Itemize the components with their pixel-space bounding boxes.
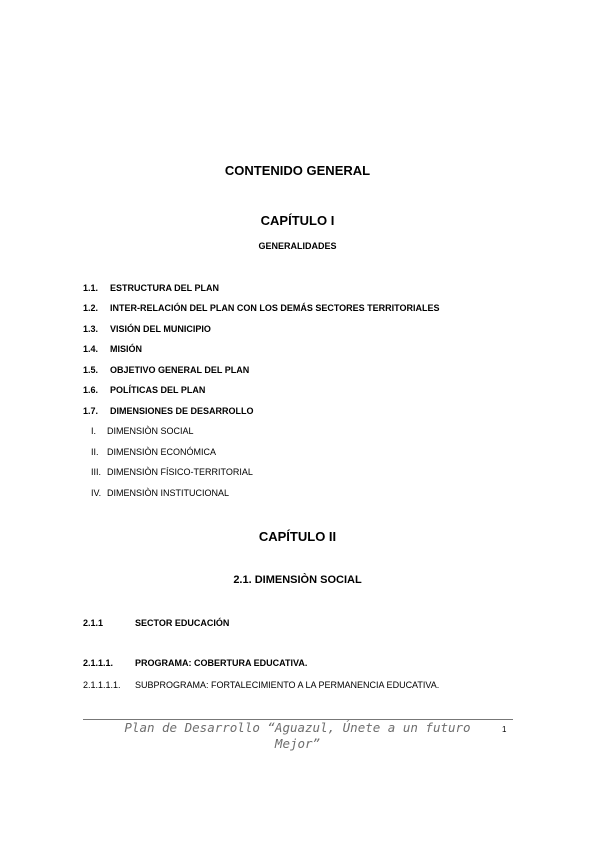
- page-number: 1: [502, 725, 507, 734]
- section-entry: [83, 618, 229, 628]
- toc-item: [83, 365, 249, 375]
- toc-item-number: 1.3.: [83, 324, 99, 334]
- toc-item-number: 1.2.: [83, 303, 99, 313]
- dimension-label: DIMENSIÒN ECONÓMICA: [107, 447, 217, 457]
- dimension-number: I.: [91, 426, 97, 436]
- dimension-label: DIMENSIÒN SOCIAL: [107, 426, 194, 436]
- toc-item-label: MISIÓN: [110, 344, 143, 354]
- toc-item-label: POLÍTICAS DEL PLAN: [110, 385, 206, 395]
- chapter-2-title: CAPÍTULO II: [258, 529, 337, 544]
- toc-item-label: OBJETIVO GENERAL DEL PLAN: [110, 365, 250, 375]
- dimension-number: IV.: [91, 488, 102, 498]
- toc-item-number: 1.5.: [83, 365, 99, 375]
- section-entry: [83, 680, 439, 690]
- toc-item: [83, 324, 211, 334]
- toc-item-label: DIMENSIONES DE DESARROLLO: [110, 406, 254, 416]
- toc-item-label: VISIÓN DEL MUNICIPIO: [110, 324, 211, 334]
- dimension-item: [91, 467, 253, 477]
- section-entry-label: SUBPROGRAMA: FORTALECIMIENTO A LA PERMANENCIA EDUCATIVA.: [135, 680, 440, 690]
- toc-item-number: 1.4.: [83, 344, 99, 354]
- section-entry: [83, 658, 307, 668]
- toc-item-number: 1.7.: [83, 406, 99, 416]
- toc-item: [83, 303, 440, 313]
- toc-item: [83, 283, 219, 293]
- dimension-item: [91, 426, 194, 436]
- chapter-1-title: CAPÍTULO I: [260, 213, 335, 228]
- section-entry-number: 2.1.1.1.1.: [83, 680, 121, 690]
- dimension-label: DIMENSIÒN INSTITUCIONAL: [107, 488, 230, 498]
- footer-text: Plan de Desarrollo “Aguazul, Únete a un futuro Mejor”: [124, 720, 471, 751]
- section-entry-number: 2.1.1.1.: [83, 658, 114, 668]
- chapter-2-section-title: 2.1. DIMENSIÒN SOCIAL: [233, 574, 362, 586]
- section-entry-number: 2.1.1: [83, 618, 104, 628]
- dimension-item: [91, 447, 216, 457]
- chapter-1-subtitle: GENERALIDADES: [258, 241, 337, 251]
- dimension-label: DIMENSIÒN FÍSICO-TERRITORIAL: [107, 467, 253, 477]
- toc-item: [83, 406, 254, 416]
- toc-item: [83, 385, 205, 395]
- section-entry-label: PROGRAMA: COBERTURA EDUCATIVA.: [135, 658, 308, 668]
- toc-item-number: 1.1.: [83, 283, 99, 293]
- dimension-number: II.: [91, 447, 99, 457]
- dimension-number: III.: [91, 467, 102, 477]
- toc-item-label: INTER-RELACIÓN DEL PLAN CON LOS DEMÁS SECTORES TERRITORIALES: [110, 303, 440, 313]
- toc-item-number: 1.6.: [83, 385, 99, 395]
- page-title: CONTENIDO GENERAL: [224, 163, 371, 178]
- dimension-item: [91, 488, 229, 498]
- toc-item: [83, 344, 142, 354]
- toc-item-label: ESTRUCTURA DEL PLAN: [110, 283, 220, 293]
- section-entry-label: SECTOR EDUCACIÓN: [135, 618, 230, 628]
